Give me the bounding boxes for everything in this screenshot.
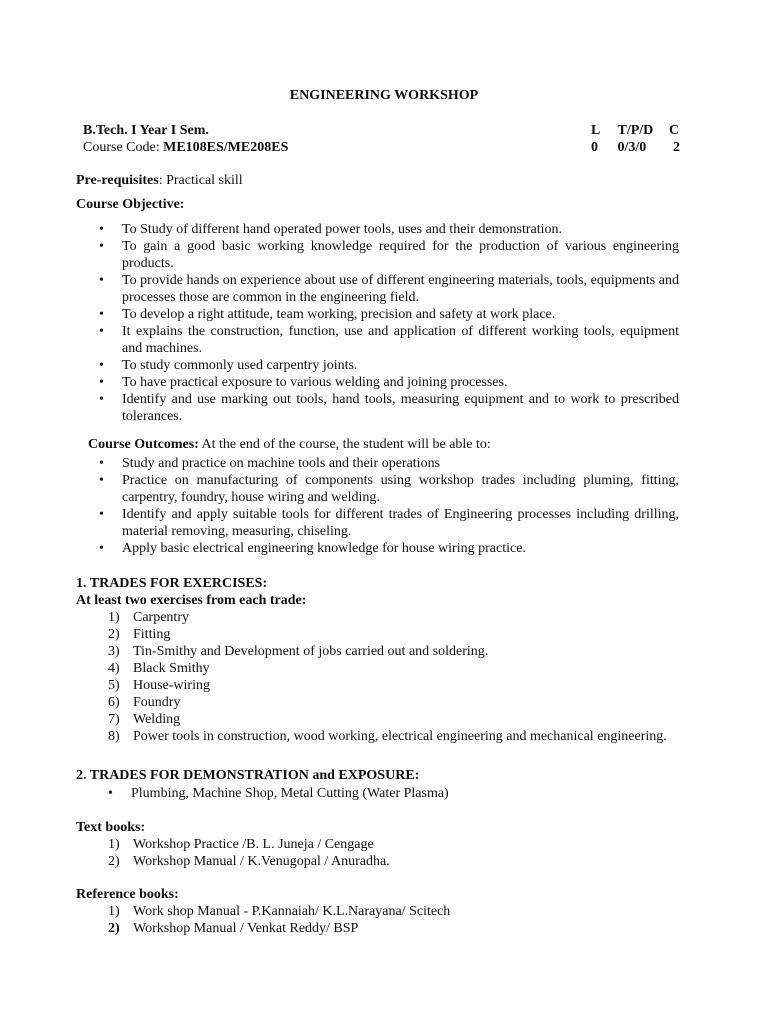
ltpc-c-val: 2: [673, 140, 680, 155]
item-number: 7): [108, 712, 120, 727]
ltpc-tpd-head: T/P/D: [617, 123, 654, 138]
item-number: 3): [108, 644, 120, 659]
trades-subheading: At least two exercises from each trade:: [76, 593, 307, 608]
item-text: Fitting: [133, 627, 171, 642]
list-item: [108, 677, 668, 694]
list-item: • To Study of different hand operated power tools, uses and their demonstration.: [99, 221, 679, 238]
list-item: [108, 660, 668, 677]
item-text: Foundry: [133, 695, 181, 710]
item-text: Tin-Smithy and Development of jobs carried out and soldering.: [133, 644, 489, 659]
ltpc-tpd-val: 0/3/0: [617, 140, 647, 155]
list-item: [108, 728, 668, 745]
year-semester: B.Tech. I Year I Sem.: [83, 123, 209, 138]
ltpc-l-val: 0: [591, 140, 598, 155]
references-list: [108, 903, 668, 937]
list-item: • It explains the construction, function, use and application of different working tools, equipment and machines.: [99, 323, 679, 357]
item-text: Workshop Practice /B. L. Juneja / Cengage: [133, 837, 374, 852]
list-item: • To gain a good basic working knowledge required for the production of various engineering products.: [99, 238, 679, 272]
list-item: • To develop a right attitude, team working, precision and safety at work place.: [99, 306, 679, 323]
prerequisites-value: : Practical skill: [158, 173, 243, 188]
list-item: [108, 694, 668, 711]
item-number: 1): [108, 610, 120, 625]
list-item: • To provide hands on experience about use of different engineering materials, tools, equipments and processes those are common in the engineering field.: [99, 272, 679, 306]
ltpc-c-head: C: [669, 123, 680, 138]
list-item: [108, 643, 668, 660]
item-number: 6): [108, 695, 120, 710]
item-text: Black Smithy: [133, 661, 210, 676]
list-item: [108, 626, 668, 643]
ltpc-l-head: L: [591, 123, 601, 138]
course-code: ME108ES/ME208ES: [163, 140, 289, 155]
course-code-line: [83, 139, 288, 156]
item-number: 8): [108, 729, 120, 744]
ltpc-header: [591, 122, 680, 139]
list-item: • Practice on manufacturing of components using workshop trades including pluming, fitting, carpentry, foundry, house wiring and welding.: [99, 472, 679, 506]
item-text: Work shop Manual - P.Kannaiah/ K.L.Narayana/ Scitech: [133, 904, 451, 919]
ltpc-values: [591, 139, 680, 156]
demo-heading: 2. TRADES FOR DEMONSTRATION and EXPOSURE:: [76, 768, 420, 783]
item-text: Carpentry: [133, 610, 189, 625]
list-item: • Study and practice on machine tools and their operations: [99, 455, 679, 472]
outcomes-intro: [88, 436, 491, 453]
item-text: Workshop Manual / K.Venugopal / Anuradha.: [133, 854, 390, 869]
list-item: [108, 711, 668, 728]
course-meta: [83, 122, 288, 156]
item-text: House-wiring: [133, 678, 210, 693]
item-text: Workshop Manual / Venkat Reddy/ BSP: [133, 921, 359, 936]
list-item: • Identify and use marking out tools, hand tools, measuring equipment and to work to prescribed tolerances.: [99, 391, 679, 425]
item-number: 2): [108, 627, 120, 642]
list-item: • To have practical exposure to various welding and joining processes.: [99, 374, 679, 391]
references-heading: Reference books:: [76, 887, 179, 902]
ltpc-table: [591, 122, 680, 156]
item-number: 2): [108, 921, 120, 936]
item-text: Welding: [133, 712, 181, 727]
textbooks-list: [108, 836, 668, 870]
list-item: [108, 836, 668, 853]
prerequisites-label: Pre-requisites: [76, 173, 159, 188]
document-title: ENGINEERING WORKSHOP: [289, 88, 479, 103]
trades-heading: 1. TRADES FOR EXERCISES:: [76, 576, 268, 591]
item-text: Power tools in construction, wood working, electrical engineering and mechanical engineering.: [133, 729, 667, 744]
prerequisites: [76, 172, 243, 189]
list-item: • Plumbing, Machine Shop, Metal Cutting (Water Plasma): [108, 785, 688, 802]
textbooks-heading: Text books:: [76, 820, 146, 835]
item-number: 1): [108, 904, 120, 919]
item-number: 1): [108, 837, 120, 852]
item-number: 4): [108, 661, 120, 676]
course-code-label: Course Code:: [83, 140, 164, 155]
outcomes-intro-text: At the end of the course, the student will be able to:: [198, 437, 491, 452]
objective-heading: Course Objective:: [76, 197, 185, 212]
list-item: • Identify and apply suitable tools for different trades of Engineering processes including drilling, material removing, measuring, chiseling.: [99, 506, 679, 540]
list-item: • Apply basic electrical engineering knowledge for house wiring practice.: [99, 540, 679, 557]
outcomes-list: [99, 455, 679, 557]
demo-list: [108, 785, 688, 802]
list-item: [108, 609, 668, 626]
list-item: [108, 920, 668, 937]
list-item: [108, 853, 668, 870]
objective-list: [99, 221, 679, 425]
outcomes-heading: Course Outcomes:: [88, 437, 199, 452]
list-item: [108, 903, 668, 920]
item-number: 2): [108, 854, 120, 869]
trades-list: [108, 609, 668, 745]
item-number: 5): [108, 678, 120, 693]
list-item: • To study commonly used carpentry joints.: [99, 357, 679, 374]
